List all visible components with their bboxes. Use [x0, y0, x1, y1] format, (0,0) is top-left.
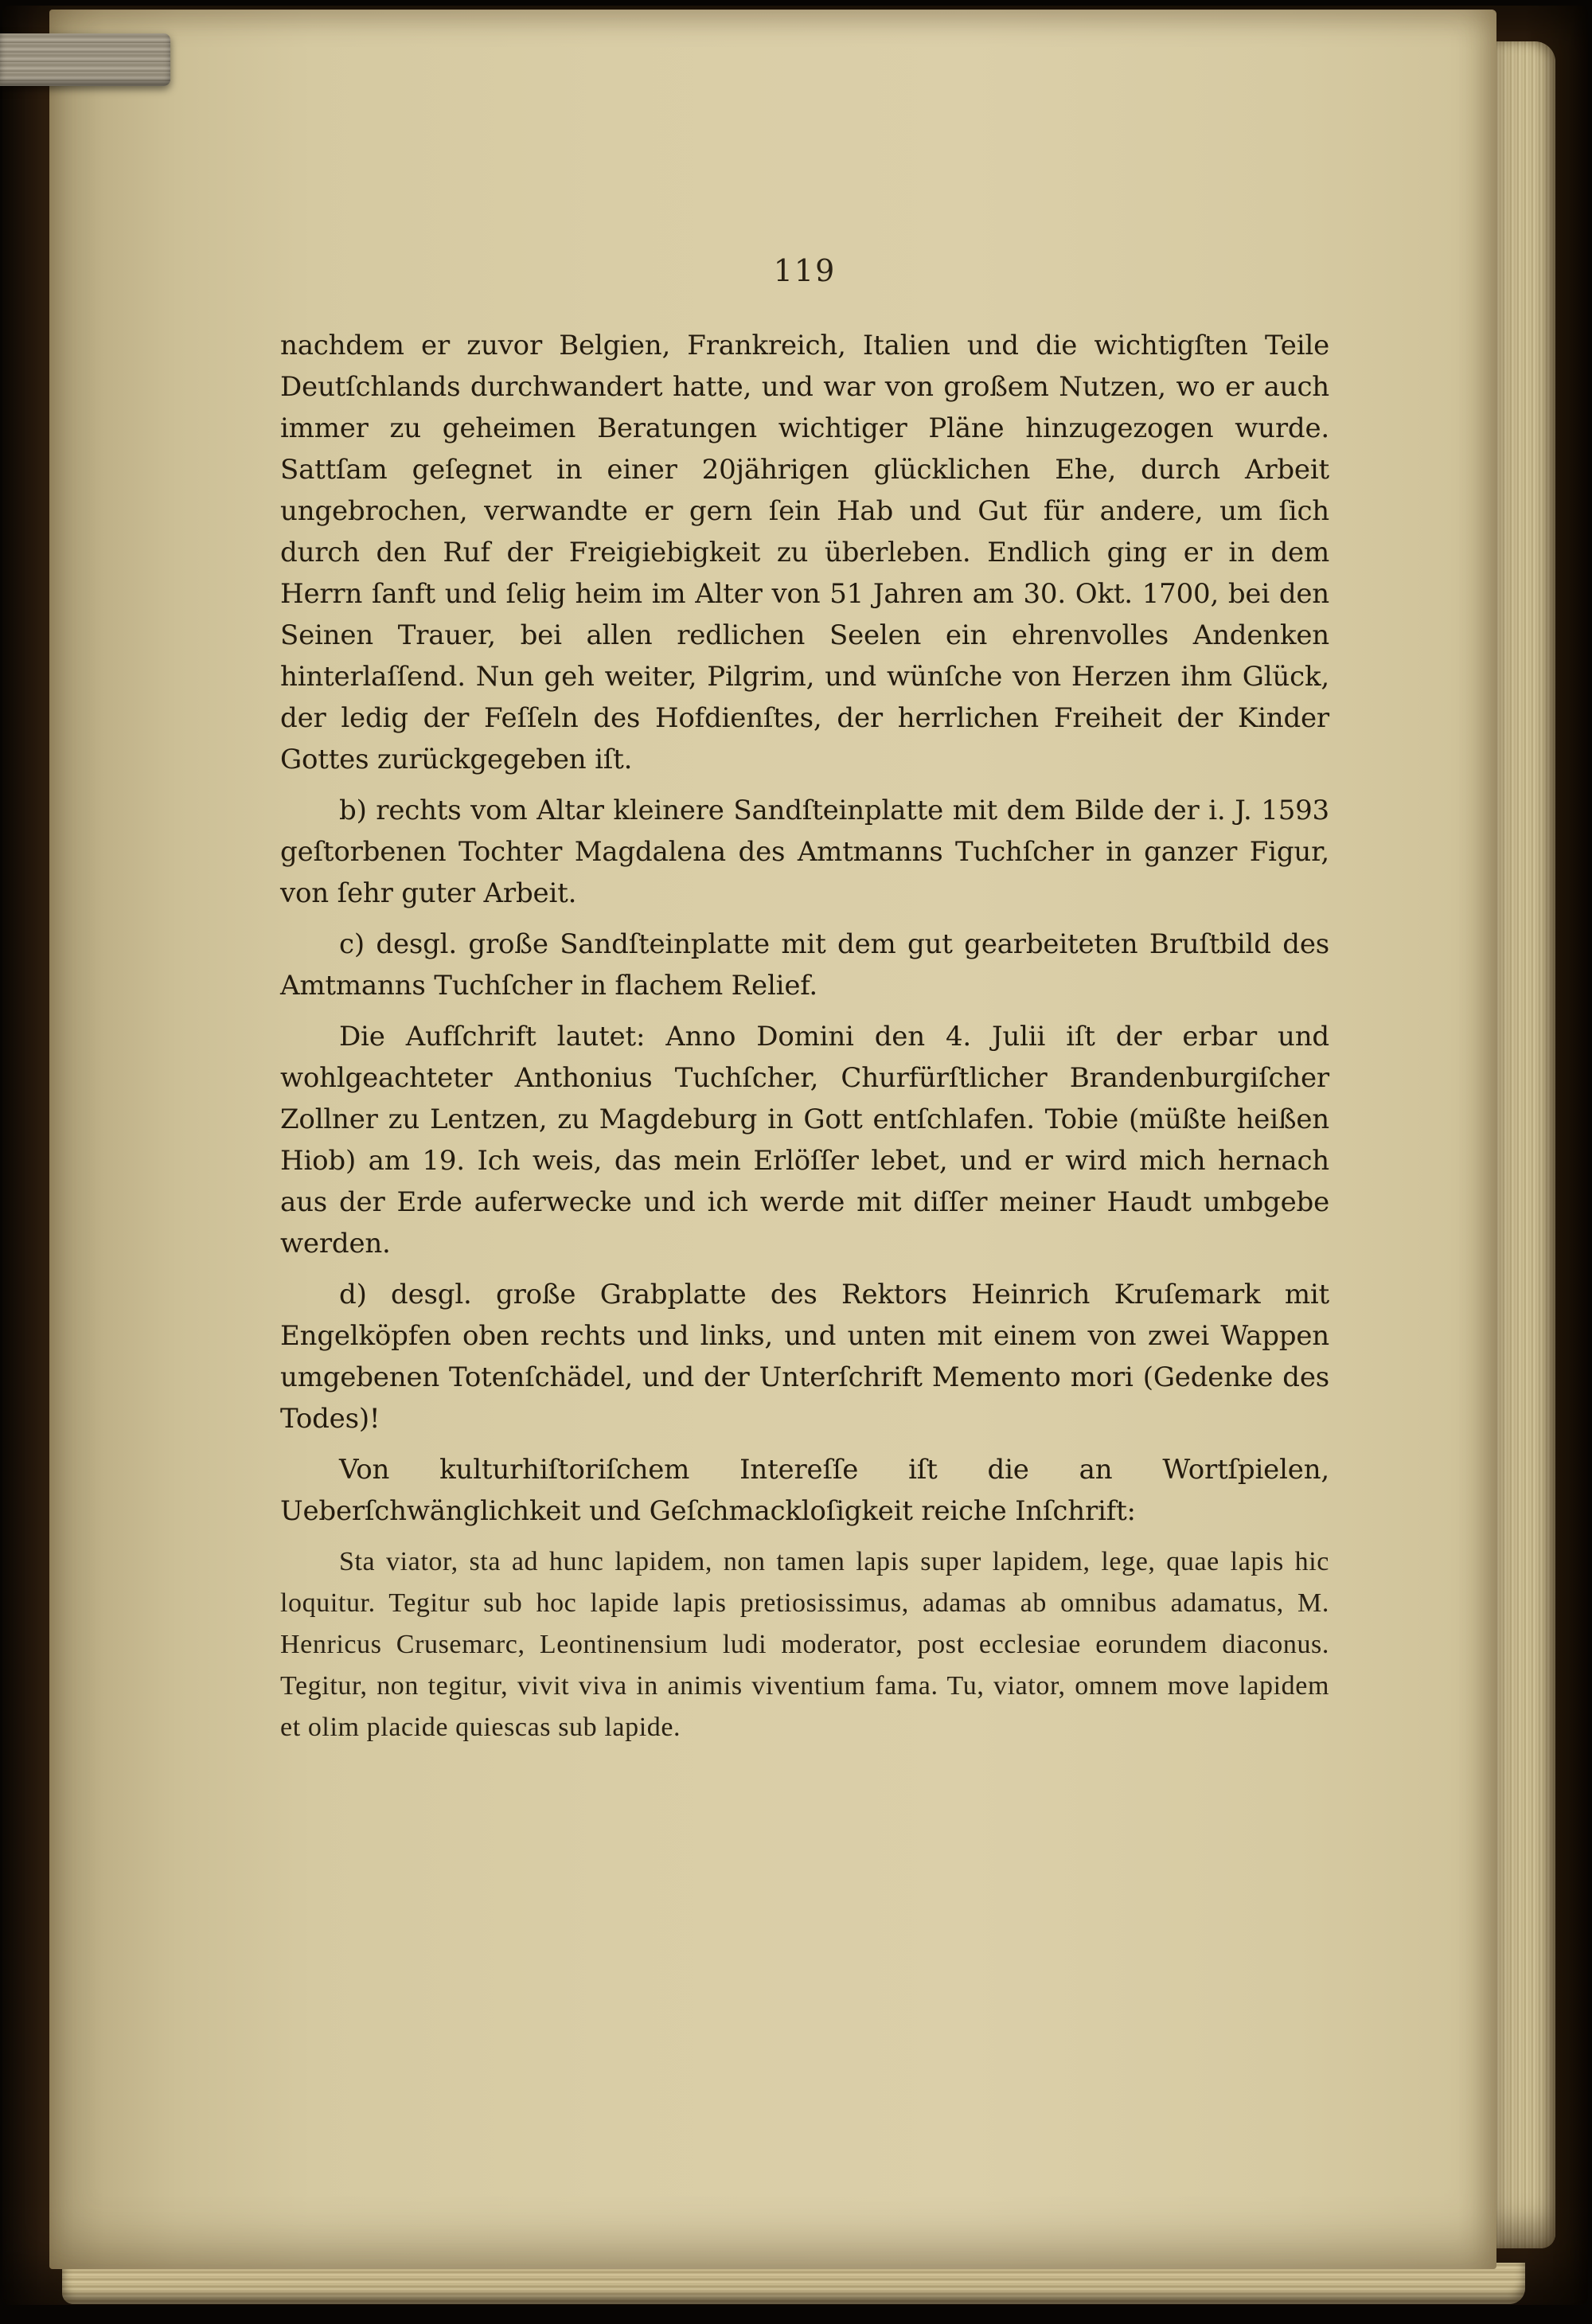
- page-number: 119: [773, 253, 837, 288]
- paragraph-continuation: nachdem er zuvor Belgien, Frankreich, Italien und die wichtigſten Teile Deutſchlands durchwandert hatte, und war von großem Nutzen, wo er auch immer zu geheimen Beratungen wichtiger Pläne hinzugezogen wurde. Sattſam geſegnet in einer 20jährigen glücklichen Ehe, durch Arbeit ungebrochen, verwandte er gern ſein Hab und Gut für andere, um ſich durch den Ruf der Freigiebigkeit zu überleben. Endlich ging er in dem Herrn ſanft und ſelig heim im Alter von 51 Jahren am 30. Okt. 1700, bei den Seinen Trauer, bei allen redlichen Seelen ein ehrenvolles Andenken hinterlaſſend. Nun geh weiter, Pilgrim, und wünſche von Herzen ihm Glück, der ledig der Feſſeln des Hofdienſtes, der herrlichen Freiheit der Kinder Gottes zurückgegeben iſt.: [280, 330, 1329, 775]
- page-text-block: [280, 253, 1329, 1748]
- paragraph-latin-inscription: Sta viator, sta ad hunc lapidem, non tamen lapis super lapidem, lege, quae lapis hic loquitur. Tegitur sub hoc lapide lapis pretiosissimus, adamas ab omnibus adamatus, M. Henricus Crusemarc, Leontinensium ludi moderator, post ecclesiae eorundem diaconus. Tegitur, non tegitur, vivit viva in animis viventium fama. Tu, viator, omnem move lapidem et olim placide quiescas sub lapide.: [280, 1547, 1329, 1742]
- paragraph-intro-latin: Von kulturhiſtoriſchem Intereſſe iſt die an Wortſpielen, Ueberſchwänglichkeit und Geſchmackloſigkeit reiche Inſchrift:: [280, 1454, 1329, 1527]
- page-edges-right: [1495, 41, 1555, 2248]
- paragraph-item-b: b) rechts vom Altar kleinere Sandſteinplatte mit dem Bilde der i. J. 1593 geſtorbenen Tochter Magdalena des Amtmanns Tuchſcher in ganzer Figur, von ſehr guter Arbeit.: [280, 795, 1329, 909]
- paragraph-inscription: Die Aufſchrift lautet: Anno Domini den 4. Julii iſt der erbar und wohlgeachteter Anthonius Tuchſcher, Churfürſtlicher Brandenburgiſcher Zollner zu Lentzen, zu Magdeburg in Gott entſchlafen. Tobie (müßte heißen Hiob) am 19. Ich weis, das mein Erlöſſer lebet, und er wird mich hernach aus der Erde auferwecke und ich werde mit diſſer meiner Haudt umbgebe werden.: [280, 1021, 1329, 1260]
- paragraph-item-c: c) desgl. große Sandſteinplatte mit dem gut gearbeiteten Bruſtbild des Amtmanns Tuchſcher in flachem Relief.: [280, 928, 1329, 1002]
- page-stack-top-left: [0, 33, 170, 86]
- paragraph-item-d: d) desgl. große Grabplatte des Rektors Heinrich Kruſemark mit Engelköpfen oben rechts und links, und unten mit einem von zwei Wappen umgebenen Totenſchädel, und der Unterſchrift Memento mori (Gedenke des Todes)!: [280, 1279, 1329, 1435]
